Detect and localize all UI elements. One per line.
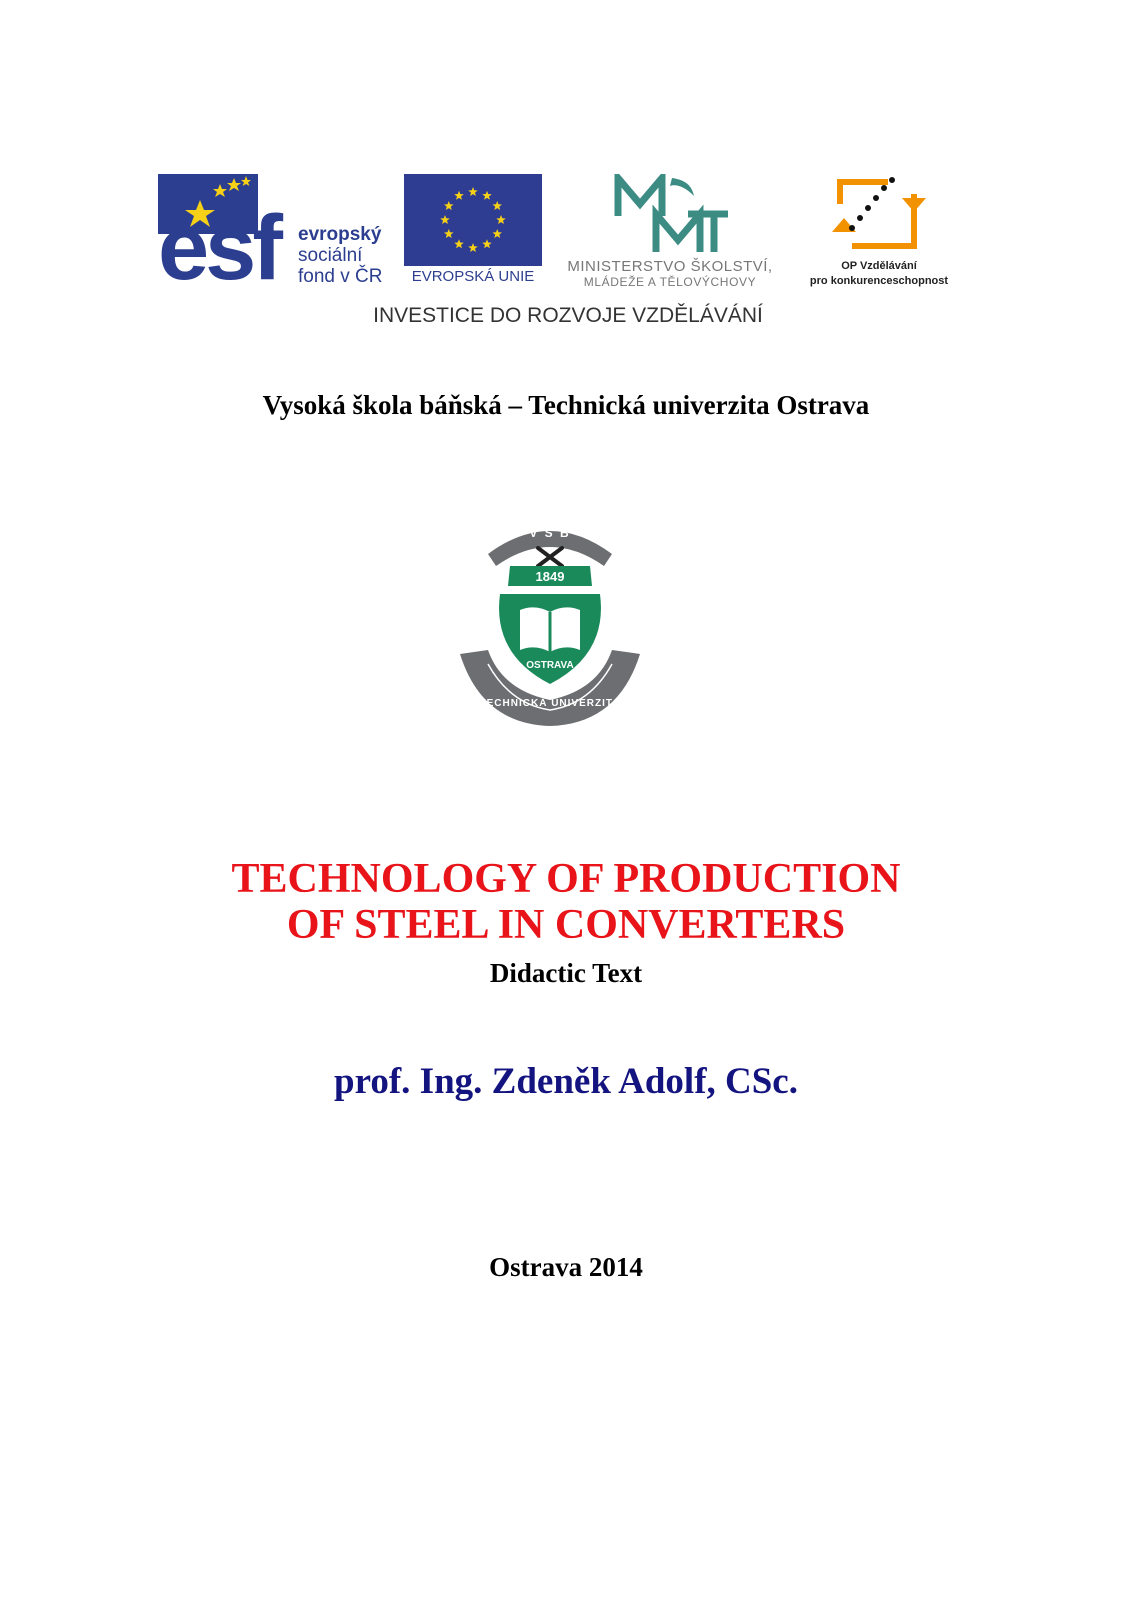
vsb-emblem-text (458, 514, 642, 728)
banner-tagline: INVESTICE DO ROZVOJE VZDĚLÁVÁNÍ (373, 304, 763, 327)
emblem-top-letters: V Š B (529, 526, 571, 540)
eu-label: EVROPSKÁ UNIE (411, 268, 535, 285)
title-line-1: TECHNOLOGY OF PRODUCTION (231, 856, 901, 902)
esf-line-1: evropský (298, 224, 382, 245)
eu-flag-icon (404, 174, 542, 266)
eu-logo (404, 174, 542, 292)
author-name: prof. Ing. Zdeněk Adolf, CSc. (334, 1061, 798, 1102)
op-logo (798, 174, 960, 292)
esf-line-2: sociální (298, 245, 363, 266)
msmt-logo (552, 174, 788, 292)
place-and-year: Ostrava 2014 (489, 1252, 643, 1282)
op-line-1: OP Vzdělávání (841, 260, 917, 272)
document-subtitle: Didactic Text (489, 958, 643, 988)
esf-line-3: fond v ČR (298, 266, 383, 287)
esf-text (298, 224, 382, 287)
msmt-line-2: MLÁDEŽE A TĚLOVÝCHOVY (583, 275, 757, 289)
logo-banner (158, 174, 978, 344)
emblem-year: 1849 (535, 569, 565, 584)
esf-letters: esf (158, 197, 279, 299)
emblem-city: OSTRAVA (526, 660, 574, 671)
university-name: Vysoká škola báňská – Technická univerzita Ostrava (262, 390, 870, 420)
op-line-2: pro konkurenceschopnost (809, 275, 949, 287)
title-line-2: OF STEEL IN CONVERTERS (286, 902, 846, 948)
msmt-mark-icon (610, 174, 730, 256)
document-title (0, 856, 1132, 948)
op-mark-icon (832, 174, 928, 254)
esf-logo (158, 174, 398, 299)
emblem-ribbon: TECHNICKÁ UNIVERZITA (479, 698, 621, 709)
msmt-line-1: MINISTERSTVO ŠKOLSTVÍ, (567, 258, 773, 275)
